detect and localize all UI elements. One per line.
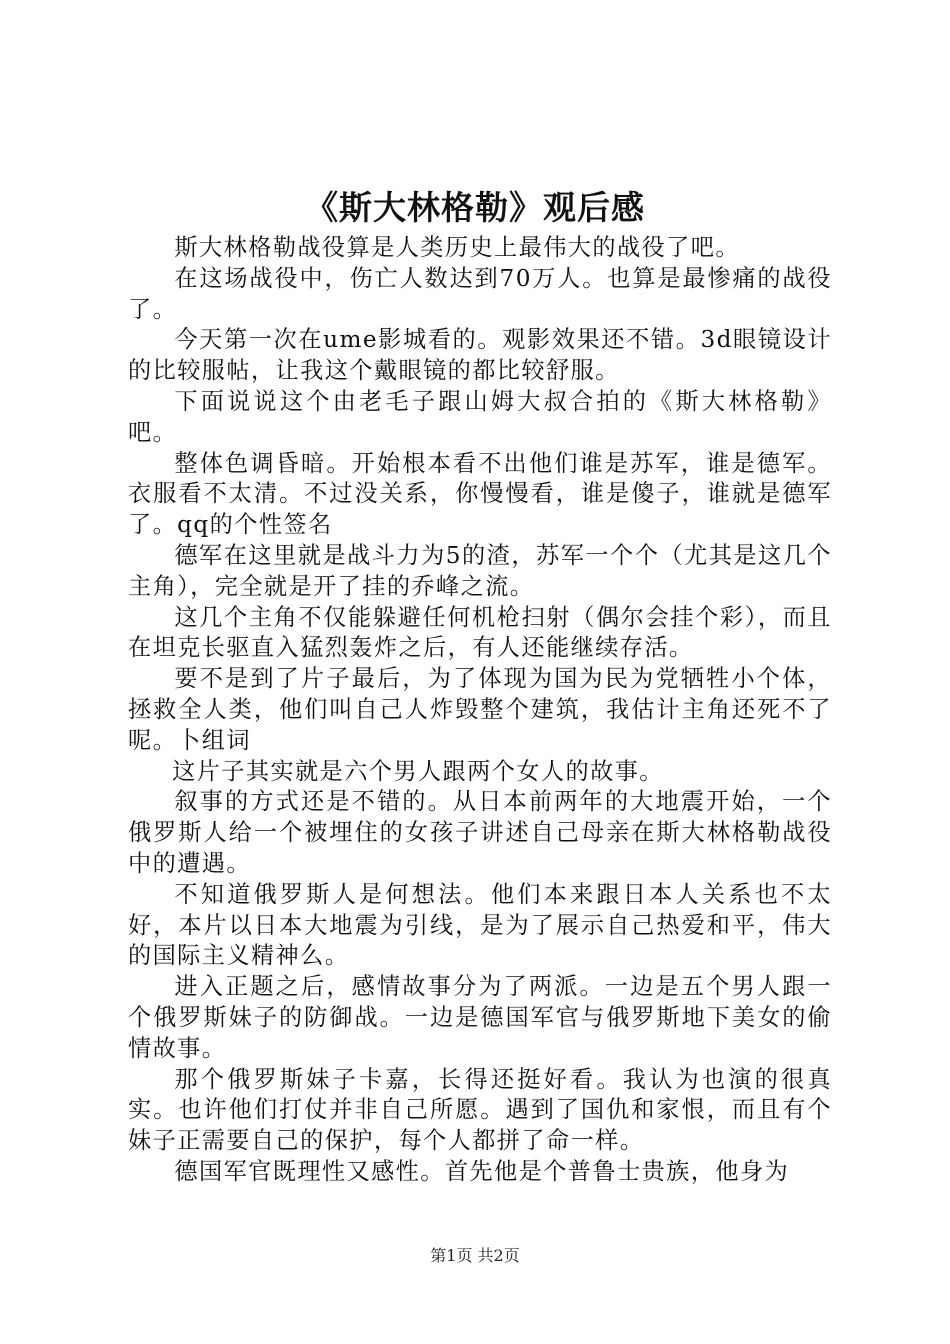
paragraph: 下面说说这个由老毛子跟山姆大叔合拍的《斯大林格勒》吧。 <box>128 387 832 446</box>
paragraph: 不知道俄罗斯人是何想法。他们本来跟日本人关系也不太好，本片以日本大地震为引线，是为了展示自己热爱和平，伟大的国际主义精神么。 <box>128 880 832 970</box>
paragraph: 德军在这里就是战斗力为5的渣，苏军一个个（尤其是这几个主角），完全就是开了挂的乔峰之流。 <box>128 541 832 600</box>
paragraph: 在这场战役中，伤亡人数达到70万人。也算是最惨痛的战役了。 <box>128 264 832 323</box>
paragraph: 那个俄罗斯妹子卡嘉，长得还挺好看。我认为也演的很真实。也许他们打仗并非自己所愿。遇到了国仇和家恨，而且有个妹子正需要自己的保护，每个人都拼了命一样。 <box>128 1065 832 1155</box>
paragraph: 今天第一次在ume影城看的。观影效果还不错。3d眼镜设计的比较服帖，让我这个戴眼镜的都比较舒服。 <box>128 326 832 385</box>
paragraph: 这片子其实就是六个男人跟两个女人的故事。 <box>172 757 664 785</box>
paragraph: 这几个主角不仅能躲避任何机枪扫射（偶尔会挂个彩），而且在坦克长驱直入猛烈轰炸之后，有人还能继续存活。 <box>128 603 832 662</box>
paragraph: 德国军官既理性又感性。首先他是个普鲁士贵族，他身为 <box>174 1157 790 1185</box>
paragraph: 要不是到了片子最后，为了体现为国为民为党牺牲小个体，拯救全人类，他们叫自己人炸毁整个建筑，我估计主角还死不了呢。卜组词 <box>128 665 832 754</box>
paragraph: 进入正题之后，感情故事分为了两派。一边是五个男人跟一个俄罗斯妹子的防御战。一边是德国军官与俄罗斯地下美女的偷情故事。 <box>128 973 832 1062</box>
paragraph: 整体色调昏暗。开始根本看不出他们谁是苏军，谁是德军。衣服看不太清。不过没关系，你慢慢看，谁是傻子，谁就是德军了。qq的个性签名 <box>128 449 832 539</box>
paragraph: 斯大林格勒战役算是人类历史上最伟大的战役了吧。 <box>174 234 740 261</box>
page-title: 《斯大林格勒》观后感 <box>305 188 645 227</box>
paragraph: 叙事的方式还是不错的。从日本前两年的大地震开始，一个俄罗斯人给一个被埋住的女孩子讲述自己母亲在斯大林格勒战役中的遭遇。 <box>128 788 832 877</box>
document-body <box>128 233 832 1188</box>
page-number-footer: 第1页 共2页 <box>430 1246 520 1265</box>
